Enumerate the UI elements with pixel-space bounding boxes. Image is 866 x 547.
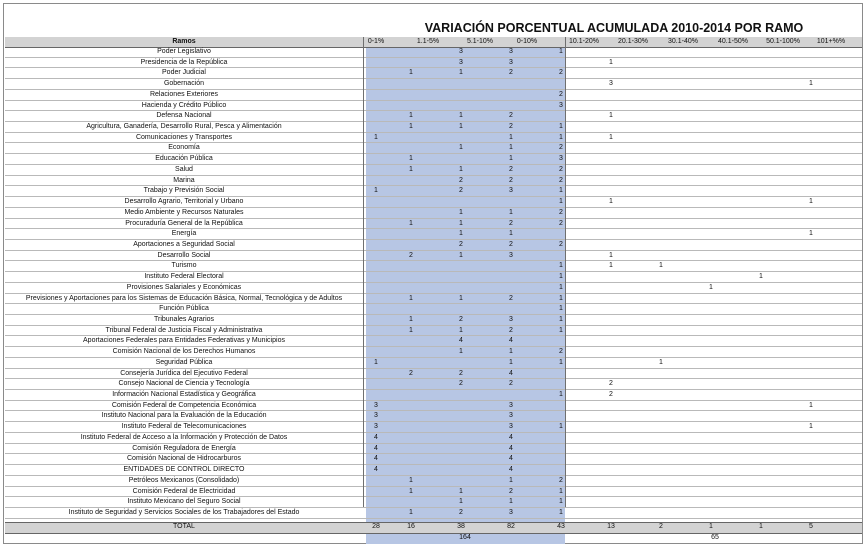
cell-value: 1 xyxy=(374,187,378,195)
subtotal-0-10: 164 xyxy=(459,534,471,541)
cell-value: 3 xyxy=(374,423,378,431)
header-col-2: 1.1-5% xyxy=(416,38,440,45)
cell-value: 1 xyxy=(459,144,463,152)
cell-value: 1 xyxy=(459,251,463,259)
cell-value: 3 xyxy=(509,187,513,195)
row-label: Procuraduría General de la República xyxy=(125,219,243,227)
cell-value: 1 xyxy=(409,294,413,302)
column-divider xyxy=(565,37,566,507)
total-value: 1 xyxy=(759,523,763,530)
cell-value: 1 xyxy=(409,476,413,484)
header-col-10: 101+%% xyxy=(816,38,846,45)
table-row xyxy=(5,444,862,455)
cell-value: 1 xyxy=(409,316,413,323)
cell-value: 2 xyxy=(559,476,563,484)
table-row xyxy=(5,401,862,412)
cell-value: 1 xyxy=(559,283,563,291)
table-row xyxy=(5,508,862,519)
cell-value: 4 xyxy=(374,433,378,441)
row-label: Desarrollo Agrario, Territorial y Urbano xyxy=(124,198,244,206)
cell-value: 2 xyxy=(559,348,563,356)
total-value: 2 xyxy=(659,523,663,530)
cell-value: 1 xyxy=(559,187,563,195)
cell-value: 4 xyxy=(509,455,513,463)
cell-value: 1 xyxy=(509,155,513,163)
cell-value: 1 xyxy=(459,208,463,216)
table-row xyxy=(5,165,862,176)
cell-value: 4 xyxy=(374,444,378,452)
cell-value: 1 xyxy=(509,498,513,506)
cell-value: 1 xyxy=(459,123,463,131)
cell-value: 1 xyxy=(509,358,513,366)
cell-value: 1 xyxy=(609,112,613,120)
total-value: 13 xyxy=(607,523,615,530)
cell-value: 1 xyxy=(559,198,563,206)
cell-value: 2 xyxy=(559,90,563,98)
cell-value: 2 xyxy=(459,380,463,388)
table-row xyxy=(5,47,862,58)
table-row xyxy=(5,154,862,165)
cell-value: 2 xyxy=(409,369,413,377)
cell-value: 1 xyxy=(509,230,513,238)
row-label: Consejería Jurídica del Ejecutivo Federal xyxy=(120,369,248,377)
cell-value: 1 xyxy=(609,251,613,259)
table-row xyxy=(5,133,862,144)
cell-value: 1 xyxy=(459,69,463,77)
cell-value: 1 xyxy=(459,348,463,356)
cell-value: 1 xyxy=(409,123,413,131)
table-row xyxy=(5,229,862,240)
column-divider xyxy=(363,37,364,507)
row-label: Petróleos Mexicanos (Consolidado) xyxy=(128,476,240,484)
table-row xyxy=(5,101,862,112)
row-label: Defensa Nacional xyxy=(156,112,212,120)
cell-value: 1 xyxy=(459,230,463,238)
cell-value: 1 xyxy=(559,294,563,302)
cell-value: 2 xyxy=(459,187,463,195)
row-label: Instituto de Seguridad y Servicios Sociales de los Trabajadores del Estado xyxy=(68,508,300,516)
cell-value: 1 xyxy=(509,133,513,141)
row-label: Comisión Nacional de los Derechos Humanos xyxy=(112,348,256,356)
cell-value: 4 xyxy=(459,337,463,345)
cell-value: 2 xyxy=(509,294,513,302)
cell-value: 2 xyxy=(409,251,413,259)
table-row xyxy=(5,240,862,251)
table-row xyxy=(5,111,862,122)
cell-value: 1 xyxy=(609,58,613,66)
cell-value: 1 xyxy=(659,262,663,270)
table-title: VARIACIÓN PORCENTUAL ACUMULADA 2010-2014 POR RAMO xyxy=(424,21,804,35)
cell-value: 3 xyxy=(374,401,378,409)
cell-value: 1 xyxy=(809,80,813,88)
cell-value: 1 xyxy=(809,230,813,238)
cell-value: 2 xyxy=(509,219,513,227)
cell-value: 3 xyxy=(559,155,563,163)
cell-value: 4 xyxy=(509,369,513,377)
cell-value: 1 xyxy=(559,498,563,506)
cell-value: 1 xyxy=(559,133,563,141)
table-row xyxy=(5,476,862,487)
cell-value: 1 xyxy=(809,401,813,409)
row-label: Agricultura, Ganadería, Desarrollo Rural, Pesca y Alimentación xyxy=(86,123,282,131)
table-row xyxy=(5,283,862,294)
cell-value: 3 xyxy=(509,251,513,259)
header-col-3: 5.1-10% xyxy=(466,38,494,45)
total-value: 5 xyxy=(809,523,813,530)
row-label: Comisión Reguladora de Energía xyxy=(132,444,236,452)
table-row xyxy=(5,197,862,208)
row-label: Marina xyxy=(173,176,195,184)
cell-value: 1 xyxy=(409,69,413,77)
table-row xyxy=(5,68,862,79)
cell-value: 1 xyxy=(459,498,463,506)
row-label: Instituto Federal de Telecomunicaciones xyxy=(121,423,247,431)
table-row xyxy=(5,122,862,133)
total-value: 28 xyxy=(372,523,380,530)
table-row xyxy=(5,219,862,230)
cell-value: 3 xyxy=(459,58,463,66)
table-row xyxy=(5,422,862,433)
subtotal-over-10: 65 xyxy=(711,534,719,541)
cell-value: 3 xyxy=(509,508,513,516)
cell-value: 2 xyxy=(559,165,563,173)
row-label: Economía xyxy=(168,144,200,152)
cell-value: 2 xyxy=(559,208,563,216)
row-label: Relaciones Exteriores xyxy=(149,90,219,98)
cell-value: 1 xyxy=(559,358,563,366)
cell-value: 3 xyxy=(509,48,513,55)
cell-value: 1 xyxy=(459,112,463,120)
cell-value: 1 xyxy=(374,133,378,141)
cell-value: 4 xyxy=(374,466,378,474)
header-col-8: 40.1-50% xyxy=(718,38,748,45)
cell-value: 2 xyxy=(509,380,513,388)
row-label: Aportaciones Federales para Entidades Federativas y Municipios xyxy=(83,337,285,345)
cell-value: 1 xyxy=(459,165,463,173)
cell-value: 2 xyxy=(509,112,513,120)
table-row xyxy=(5,315,862,326)
row-label: Trabajo y Previsión Social xyxy=(143,187,225,195)
cell-value: 1 xyxy=(459,487,463,495)
cell-value: 2 xyxy=(559,240,563,248)
table-row xyxy=(5,454,862,465)
row-label: Comisión Federal de Competencia Económica xyxy=(111,401,257,409)
total-value: 38 xyxy=(457,523,465,530)
cell-value: 3 xyxy=(509,401,513,409)
total-value: 43 xyxy=(557,523,565,530)
table-row xyxy=(5,304,862,315)
table-row xyxy=(5,497,862,508)
cell-value: 2 xyxy=(459,240,463,248)
cell-value: 1 xyxy=(559,326,563,334)
cell-value: 4 xyxy=(509,444,513,452)
cell-value: 1 xyxy=(509,144,513,152)
cell-value: 1 xyxy=(609,262,613,270)
cell-value: 4 xyxy=(374,455,378,463)
cell-value: 1 xyxy=(409,326,413,334)
cell-value: 1 xyxy=(759,273,763,281)
row-label: Aportaciones a Seguridad Social xyxy=(133,240,235,248)
row-label: Poder Judicial xyxy=(162,69,206,77)
row-label: Gobernación xyxy=(163,80,205,88)
row-label: Previsiones y Aportaciones para los Sistemas de Educación Básica, Normal, Tecnológica y de Adultos xyxy=(25,294,343,302)
row-label: Provisiones Salariales y Económicas xyxy=(126,283,242,291)
table-row xyxy=(5,326,862,337)
cell-value: 1 xyxy=(459,219,463,227)
cell-value: 1 xyxy=(559,423,563,431)
row-label: Tribunal Federal de Justicia Fiscal y Administrativa xyxy=(105,326,263,334)
table-row xyxy=(5,58,862,69)
cell-value: 3 xyxy=(509,412,513,420)
row-label: ENTIDADES DE CONTROL DIRECTO xyxy=(123,466,245,474)
cell-value: 3 xyxy=(459,48,463,55)
cell-value: 2 xyxy=(459,369,463,377)
table-row xyxy=(5,90,862,101)
row-label: Desarrollo Social xyxy=(157,251,211,259)
cell-value: 1 xyxy=(409,487,413,495)
header-col-6: 20.1-30% xyxy=(618,38,648,45)
cell-value: 1 xyxy=(409,155,413,163)
cell-value: 2 xyxy=(509,69,513,77)
header-ramos: Ramos xyxy=(172,38,196,45)
cell-value: 1 xyxy=(409,165,413,173)
cell-value: 1 xyxy=(559,262,563,270)
cell-value: 2 xyxy=(509,176,513,184)
cell-value: 1 xyxy=(509,348,513,356)
total-value: 1 xyxy=(709,523,713,530)
row-label: Comisión Nacional de Hidrocarburos xyxy=(127,455,241,463)
cell-value: 4 xyxy=(509,466,513,474)
row-label: Función Pública xyxy=(159,305,209,313)
cell-value: 1 xyxy=(559,305,563,313)
cell-value: 2 xyxy=(509,240,513,248)
cell-value: 4 xyxy=(509,337,513,345)
row-label: Educación Pública xyxy=(155,155,213,163)
total-label: TOTAL xyxy=(173,523,195,530)
cell-value: 1 xyxy=(559,123,563,131)
row-label: Poder Legislativo xyxy=(157,48,211,55)
cell-value: 1 xyxy=(409,112,413,120)
cell-value: 1 xyxy=(559,316,563,323)
cell-value: 2 xyxy=(609,380,613,388)
cell-value: 1 xyxy=(659,358,663,366)
cell-value: 2 xyxy=(559,144,563,152)
table-row xyxy=(5,272,862,283)
cell-value: 2 xyxy=(559,219,563,227)
table-row xyxy=(5,251,862,262)
row-label: Seguridad Pública xyxy=(155,358,213,366)
row-label: Comunicaciones y Transportes xyxy=(135,133,233,141)
cell-value: 2 xyxy=(459,508,463,516)
header-col-4: 0-10% xyxy=(516,38,538,45)
cell-value: 1 xyxy=(374,358,378,366)
table-row xyxy=(5,79,862,90)
cell-value: 1 xyxy=(609,198,613,206)
cell-value: 1 xyxy=(559,487,563,495)
cell-value: 1 xyxy=(509,476,513,484)
table-row xyxy=(5,358,862,369)
cell-value: 3 xyxy=(509,423,513,431)
header-col-1: 0-1% xyxy=(367,38,385,45)
table-row xyxy=(5,379,862,390)
cell-value: 2 xyxy=(559,176,563,184)
cell-value: 1 xyxy=(809,423,813,431)
row-label: Comisión Federal de Electricidad xyxy=(132,487,236,495)
cell-value: 1 xyxy=(459,294,463,302)
cell-value: 3 xyxy=(509,316,513,323)
row-label: Hacienda y Crédito Público xyxy=(141,101,227,109)
table-row xyxy=(5,390,862,401)
table-row xyxy=(5,176,862,187)
cell-value: 1 xyxy=(559,273,563,281)
table-row xyxy=(5,143,862,154)
table-row xyxy=(5,369,862,380)
cell-value: 2 xyxy=(559,69,563,77)
row-label: Energía xyxy=(171,230,197,238)
table-row xyxy=(5,411,862,422)
row-label: Instituto Federal Electoral xyxy=(144,273,224,281)
total-value: 16 xyxy=(407,523,415,530)
row-label: Consejo Nacional de Ciencia y Tecnología xyxy=(118,380,250,388)
cell-value: 1 xyxy=(409,219,413,227)
cell-value: 1 xyxy=(509,208,513,216)
row-label: Presidencia de la República xyxy=(140,58,228,66)
row-label: Instituto Federal de Acceso a la Información y Protección de Datos xyxy=(80,433,288,441)
table-row xyxy=(5,208,862,219)
cell-value: 1 xyxy=(459,326,463,334)
header-col-7: 30.1-40% xyxy=(668,38,698,45)
header-col-9: 50.1-100% xyxy=(766,38,800,45)
table-row xyxy=(5,261,862,272)
header-col-5: 10.1-20% xyxy=(569,38,599,45)
cell-value: 1 xyxy=(409,508,413,516)
table-row xyxy=(5,487,862,498)
table-row xyxy=(5,433,862,444)
cell-value: 3 xyxy=(374,412,378,420)
cell-value: 3 xyxy=(509,58,513,66)
cell-value: 4 xyxy=(509,433,513,441)
cell-value: 2 xyxy=(509,487,513,495)
total-value: 82 xyxy=(507,523,515,530)
row-label: Instituto Mexicano del Seguro Social xyxy=(127,498,241,506)
table-row xyxy=(5,347,862,358)
cell-value: 2 xyxy=(609,391,613,399)
row-label: Instituto Nacional para la Evaluación de la Educación xyxy=(101,412,267,420)
cell-value: 1 xyxy=(609,133,613,141)
cell-value: 1 xyxy=(559,508,563,516)
cell-value: 3 xyxy=(559,101,563,109)
cell-value: 2 xyxy=(509,123,513,131)
row-label: Turismo xyxy=(171,262,197,270)
cell-value: 2 xyxy=(459,176,463,184)
row-label: Salud xyxy=(175,165,193,173)
table-row xyxy=(5,294,862,305)
cell-value: 2 xyxy=(459,316,463,323)
table-row xyxy=(5,186,862,197)
cell-value: 1 xyxy=(709,283,713,291)
row-label: Información Nacional Estadística y Geográfica xyxy=(112,391,256,399)
cell-value: 3 xyxy=(609,80,613,88)
row-label: Medio Ambiente y Recursos Naturales xyxy=(124,208,244,216)
cell-value: 1 xyxy=(809,198,813,206)
row-label: Tribunales Agrarios xyxy=(153,316,215,323)
cell-value: 2 xyxy=(509,165,513,173)
cell-value: 1 xyxy=(559,391,563,399)
table-row xyxy=(5,336,862,347)
cell-value: 2 xyxy=(509,326,513,334)
cell-value: 1 xyxy=(559,48,563,55)
table-row xyxy=(5,465,862,476)
